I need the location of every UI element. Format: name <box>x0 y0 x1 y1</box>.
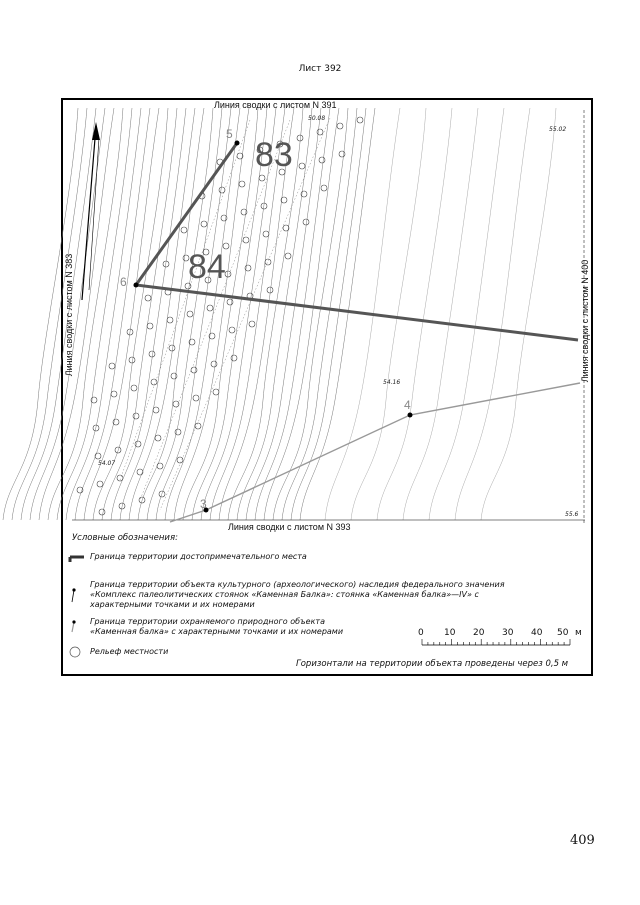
dotted-guide-line <box>160 118 330 510</box>
sheet-title: Лист 392 <box>298 64 342 74</box>
relief-marker <box>137 469 143 475</box>
contour-line <box>429 108 504 520</box>
legend-item-natural-line1: Граница территории охраняемого природного объекта <box>90 617 325 626</box>
contour-line <box>120 108 195 520</box>
relief-marker <box>219 187 225 193</box>
elevation-mark: 55.02 <box>549 126 567 133</box>
relief-marker <box>99 509 105 515</box>
elevation-mark: 54.16 <box>383 379 401 386</box>
relief-marker <box>241 209 247 215</box>
boundary-point-5[interactable] <box>235 141 240 146</box>
relief-marker <box>157 463 163 469</box>
relief-marker <box>243 237 249 243</box>
contour-line <box>455 108 530 520</box>
relief-marker <box>95 453 101 459</box>
relief-marker <box>207 305 213 311</box>
parcel-number-84: 84 <box>188 248 226 286</box>
relief-marker <box>177 457 183 463</box>
page-number: 409 <box>570 833 595 848</box>
relief-marker <box>263 231 269 237</box>
relief-markers <box>77 117 363 515</box>
relief-marker <box>317 129 323 135</box>
point-label-4: 4 <box>404 398 411 412</box>
legend-title: Условные обозначения: <box>72 533 178 543</box>
relief-marker <box>193 395 199 401</box>
contour-line <box>75 108 150 520</box>
legend-item-landmark: Граница территории достопримечательного места <box>90 552 307 561</box>
relief-marker <box>151 379 157 385</box>
relief-marker <box>239 181 245 187</box>
relief-marker <box>321 185 327 191</box>
relief-marker <box>259 175 265 181</box>
relief-marker <box>153 407 159 413</box>
boundary-point-6[interactable] <box>134 283 139 288</box>
relief-marker <box>213 389 219 395</box>
relief-marker <box>187 311 193 317</box>
relief-marker <box>97 481 103 487</box>
dotted-guide-line <box>120 120 250 480</box>
legend-symbol-landmark-icon <box>70 557 84 562</box>
legend-item-heritage-line2: «Комплекс палеолитических стоянок «Каменная Балка»: стоянка «Каменная балка»—IV» с <box>90 590 479 599</box>
relief-marker <box>115 447 121 453</box>
relief-marker <box>357 117 363 123</box>
relief-marker <box>135 441 141 447</box>
relief-marker <box>283 225 289 231</box>
relief-marker <box>149 351 155 357</box>
scale-label: 50 <box>557 628 569 638</box>
relief-marker <box>339 151 345 157</box>
relief-marker <box>167 317 173 323</box>
contour-line <box>481 108 556 520</box>
scale-unit: м <box>575 628 582 638</box>
relief-marker <box>265 259 271 265</box>
relief-marker <box>221 215 227 221</box>
relief-marker <box>227 299 233 305</box>
relief-marker <box>175 429 181 435</box>
contour-note: Горизонтали на территории объекта проведены через 0,5 м <box>296 659 569 669</box>
scale-label: 30 <box>502 628 514 638</box>
legend-symbol-relief-icon <box>70 647 80 657</box>
relief-marker <box>117 475 123 481</box>
legend-symbol-natural-icon <box>72 620 76 632</box>
point-label-6: 6 <box>120 275 127 289</box>
legend-item-relief: Рельеф местности <box>90 647 169 656</box>
relief-marker <box>231 355 237 361</box>
relief-marker <box>111 391 117 397</box>
point-label-5: 5 <box>226 127 233 141</box>
legend-item-natural-line2: «Каменная балка» с характерными точками и их номерами <box>90 627 344 636</box>
scale-label: 10 <box>444 628 456 638</box>
parcel-number-83: 83 <box>255 136 293 174</box>
contour-line <box>403 108 478 520</box>
relief-marker <box>337 123 343 129</box>
contour-line <box>111 108 186 520</box>
scale-label: 0 <box>418 628 424 638</box>
relief-marker <box>249 321 255 327</box>
relief-marker <box>201 221 207 227</box>
landmark-boundary-line[interactable] <box>136 143 578 340</box>
contour-line <box>21 108 96 520</box>
relief-marker <box>195 423 201 429</box>
relief-marker <box>181 227 187 233</box>
contour-line <box>291 108 366 520</box>
relief-marker <box>131 385 137 391</box>
contour-line <box>377 108 452 520</box>
edge-label-top: Линия сводки с листом N 391 <box>214 100 337 110</box>
contour-line <box>165 108 240 520</box>
relief-marker <box>211 361 217 367</box>
boundary-point-4[interactable] <box>408 413 413 418</box>
scale-bar <box>422 639 570 645</box>
relief-marker <box>129 357 135 363</box>
edge-label-right: Линия сводки с листом N 400 <box>580 259 590 383</box>
contour-line <box>66 108 141 520</box>
elevation-mark: 54.07 <box>98 460 116 467</box>
scale-label: 20 <box>473 628 485 638</box>
legend-symbol-heritage-icon <box>72 588 76 602</box>
relief-marker <box>285 253 291 259</box>
legend-item-heritage-line1: Граница территории объекта культурного (археологического) наследия федерального значения <box>90 580 505 589</box>
relief-marker <box>133 413 139 419</box>
relief-marker <box>145 295 151 301</box>
elevation-mark: 50.08 <box>308 115 326 122</box>
relief-marker <box>109 363 115 369</box>
relief-marker <box>319 157 325 163</box>
edge-label-left: Линия сводки с листом N 383 <box>64 253 74 377</box>
relief-marker <box>147 323 153 329</box>
relief-marker <box>155 435 161 441</box>
point-label-3: 3 <box>200 497 207 511</box>
scale-label: 40 <box>531 628 543 638</box>
relief-marker <box>171 373 177 379</box>
edge-label-bottom: Линия сводки с листом N 393 <box>228 522 351 532</box>
relief-marker <box>191 367 197 373</box>
relief-marker <box>299 163 305 169</box>
elevation-mark: 55.6 <box>565 511 579 518</box>
legend-item-heritage-line3: характерными точками и их номерами <box>90 600 255 609</box>
relief-marker <box>229 327 235 333</box>
